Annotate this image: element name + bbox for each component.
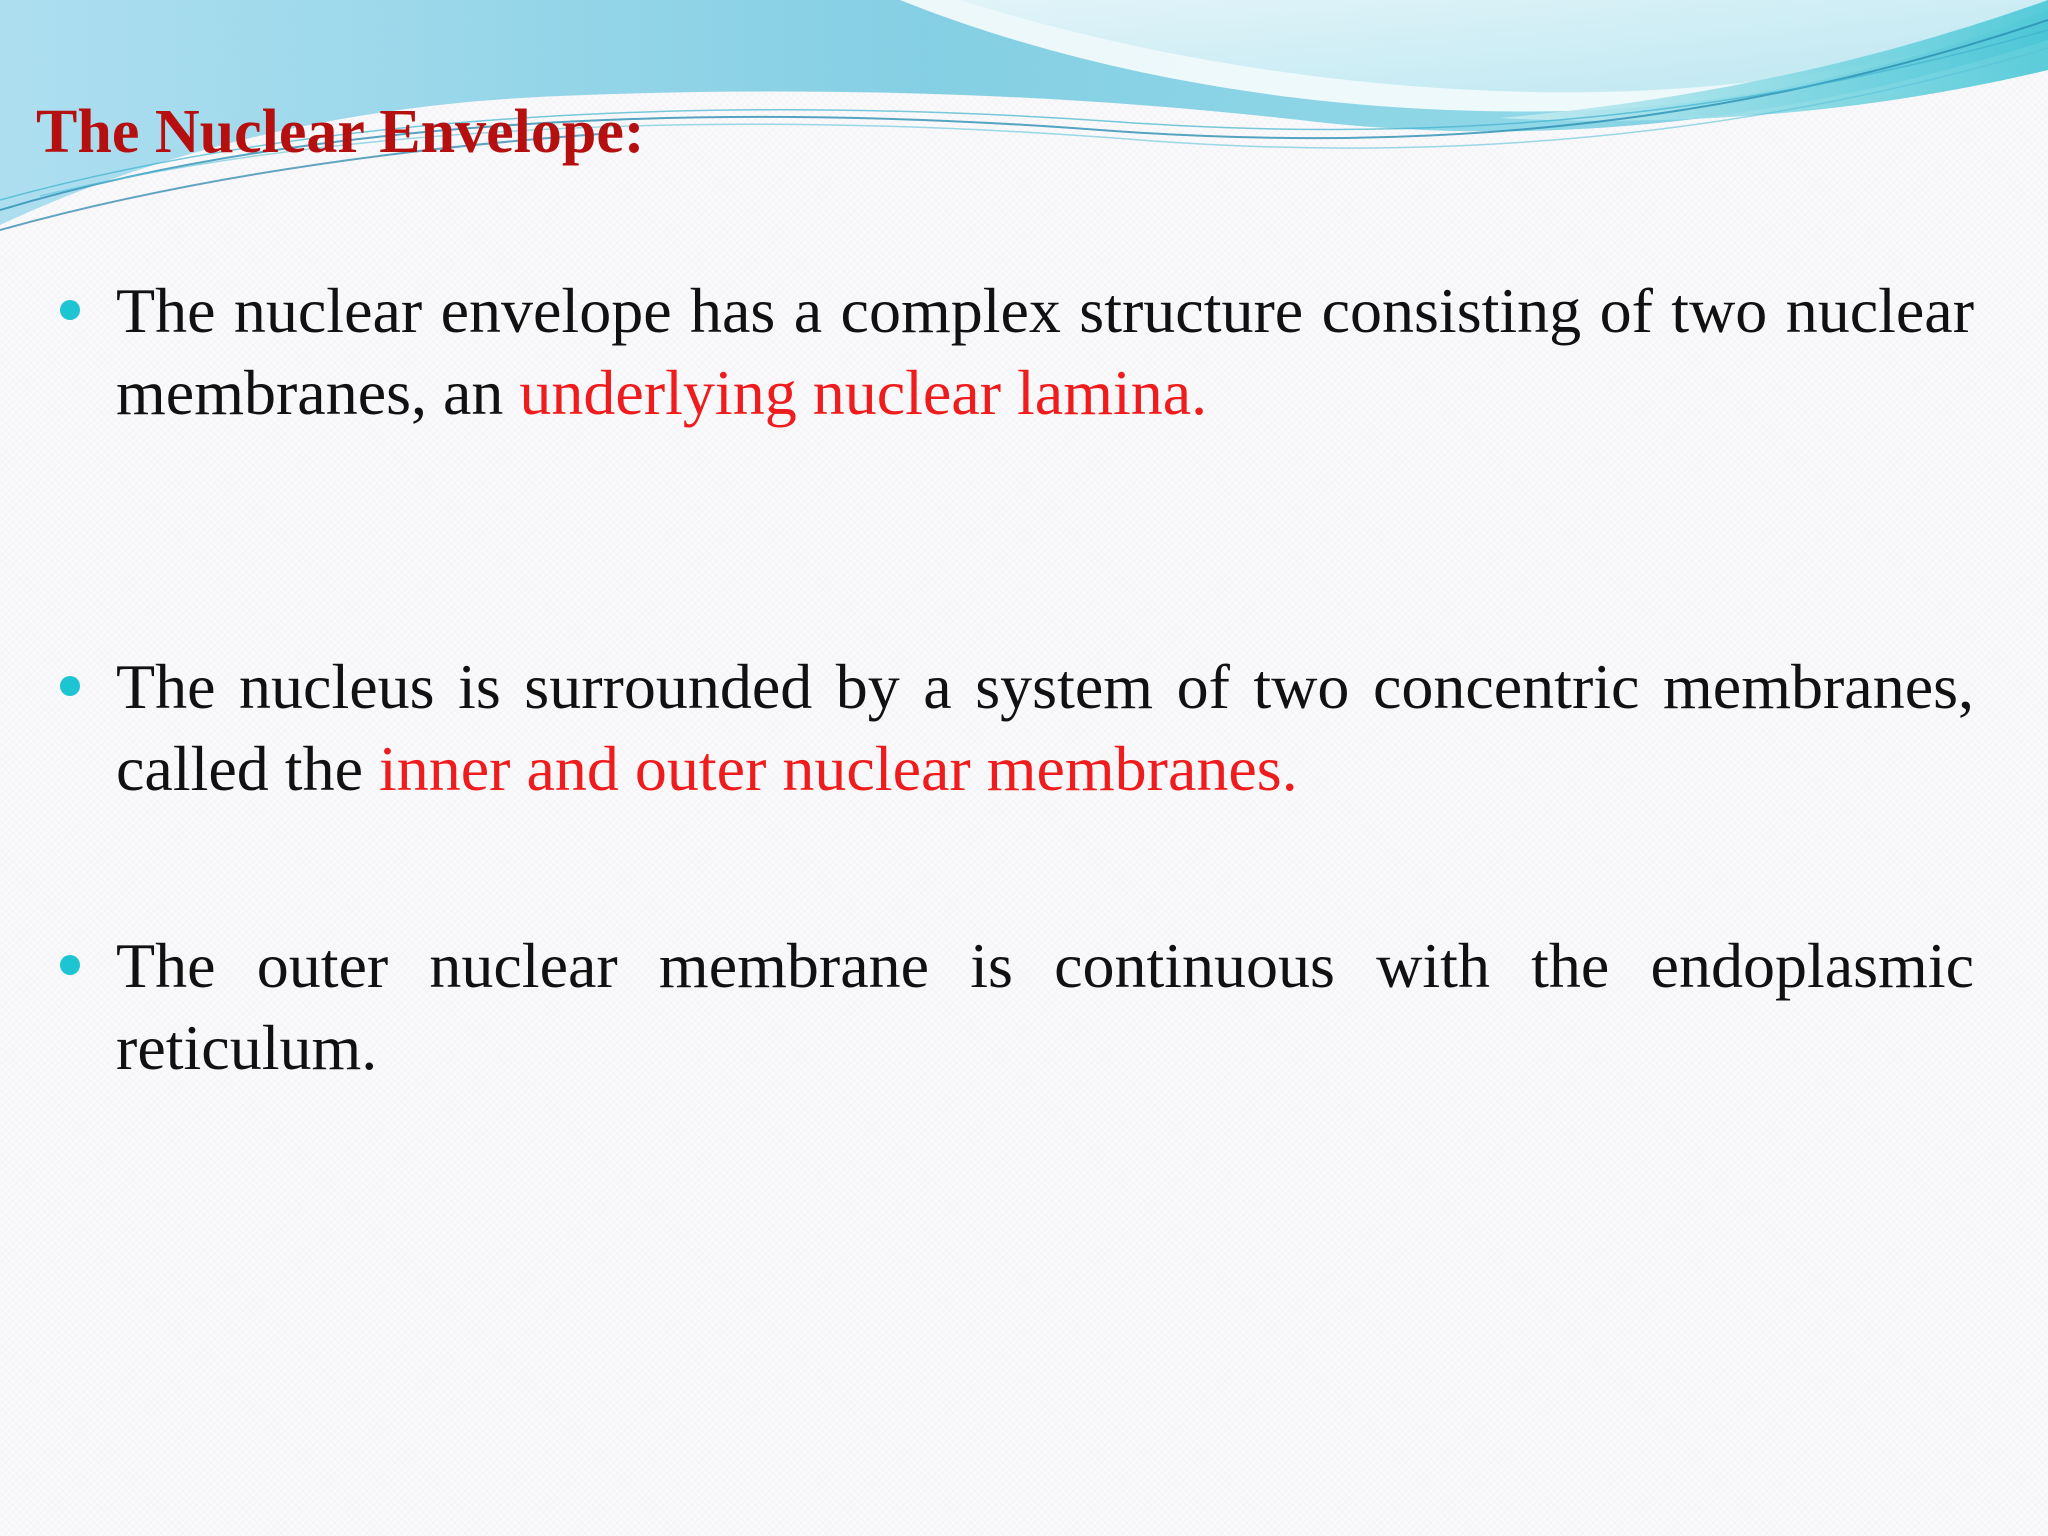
bullet-dot-icon xyxy=(60,955,80,975)
bullet-text xyxy=(116,646,1974,810)
slide-title: The Nuclear Envelope: xyxy=(36,98,645,166)
bullet-text xyxy=(116,270,1974,434)
bullet-highlight-text: inner and outer nuclear membranes. xyxy=(378,733,1298,804)
bullet-normal-text: The nuclear envelope has a complex structure consisting of two nuclear membranes, an xyxy=(116,275,1974,428)
bullet-normal-text: The nucleus is surrounded by a system of two concentric membranes, called the xyxy=(116,651,1974,804)
bullet-text xyxy=(116,925,1974,1089)
bullet-dot-icon xyxy=(60,676,80,696)
bullet-normal-text: The outer nuclear membrane is continuous with the endoplasmic reticulum. xyxy=(116,930,1974,1083)
bullet-highlight-text: underlying nuclear lamina. xyxy=(519,357,1208,428)
bullet-dot-icon xyxy=(60,300,80,320)
